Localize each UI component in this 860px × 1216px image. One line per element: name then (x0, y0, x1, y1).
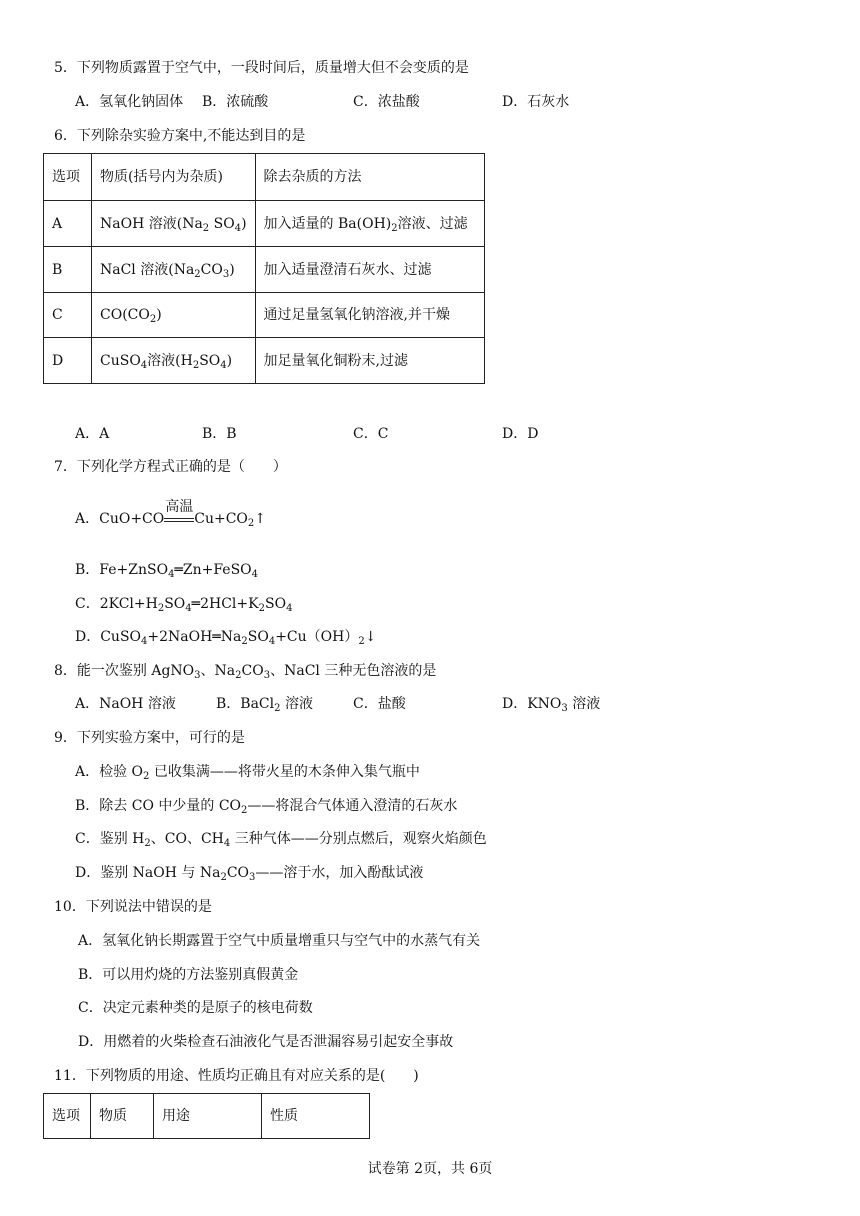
q6-row-b-method: 加入适量澄清石灰水、过滤 (255, 247, 484, 293)
q6-row-c-method: 通过足量氢氧化钠溶液,并干燥 (255, 293, 484, 338)
q7-option-d: D．$CuSO_4+2NaOH═Na_2SO_4+Cu(OH)_2↓$ (75, 629, 377, 647)
q11-header-substance: 物质 (91, 1094, 154, 1139)
table-row (44, 247, 485, 293)
q6-row-c-substance: $CO(CO_2)$ (92, 293, 256, 338)
q5-option-d: D．石灰水 (502, 94, 570, 110)
q9-option-c: C．鉴别 $H_2$、CO、$CH_4$ 三种气体——分别点燃后，观察火焰颜色 (75, 831, 487, 849)
q7-option-b: B．Fe+ZnSO$_4$═Zn+FeSO$_4$ (75, 562, 259, 580)
q9-option-a: A．检验 $O_2$ 已收集满——将带火星的木条伸入集气瓶中 (75, 764, 420, 782)
q10-stem: 10．下列说法中错误的是 (54, 899, 212, 915)
q6-row-a-option: A (44, 201, 92, 247)
q8-option-a: A．NaOH 溶液 (75, 696, 176, 712)
q10-option-d: D．用燃着的火柴检查石油液化气是否泄漏容易引起安全事故 (78, 1034, 454, 1050)
q11-table (43, 1093, 370, 1139)
q10-option-c: C．决定元素种类的是原子的核电荷数 (78, 1000, 313, 1016)
q11-header-option: 选项 (44, 1094, 91, 1139)
q8-option-b: B．BaCl$_2$ 溶液 (216, 696, 313, 714)
q6-header-method: 除去杂质的方法 (255, 154, 484, 201)
q11-header-property: 性质 (262, 1094, 370, 1139)
table-row (44, 201, 485, 247)
q5-option-a: A．氢氧化钠固体 (75, 94, 184, 110)
q8-option-d: D．$KNO_3$ 溶液 (502, 696, 601, 714)
q7-option-c: C．$2KCl+H_2SO_4═2HCl+K_2SO_4$ (75, 596, 293, 614)
q11-stem: 11．下列物质的用途、性质均正确且有对应关系的是( ) (54, 1068, 419, 1084)
q7-option-a: A．CuO+CO 高温 $Cu+CO_2↑$ (75, 499, 267, 529)
q6-row-a-method: 加入适量的 $Ba(OH)_2$溶液、过滤 (255, 201, 484, 247)
q6-option-d: D．D (502, 426, 539, 442)
q6-row-b-substance: NaCl 溶液$(Na_2CO_3)$ (92, 247, 256, 293)
q9-stem: 9．下列实验方案中，可行的是 (54, 730, 245, 746)
q6-row-a-substance: NaOH 溶液($Na_2$ $SO_4$) (92, 201, 256, 247)
q11-header-use: 用途 (154, 1094, 262, 1139)
q8-stem: 8．能一次鉴别 AgNO$_3$、$Na_2CO_3$、NaCl 三种无色溶液的是 (54, 663, 437, 681)
q7-stem: 7．下列化学方程式正确的是（ ） (54, 459, 287, 475)
q6-stem: 6．下列除杂实验方案中,不能达到目的是 (54, 128, 306, 144)
q6-option-a: A．A (75, 426, 110, 442)
q9-option-b: B．除去 CO 中少量的 $CO_2——$将混合气体通入澄清的石灰水 (75, 798, 458, 816)
table-row (44, 293, 485, 338)
q6-row-c-option: C (44, 293, 92, 338)
q5-option-b: B．浓硫酸 (202, 94, 269, 110)
q6-table-header (44, 154, 485, 201)
q6-row-d-substance: CuSO$_4$溶液$(H_2SO_4)$ (92, 338, 256, 384)
q6-header-substance: 物质(括号内为杂质) (92, 154, 256, 201)
q10-option-a: A．氢氧化钠长期露置于空气中质量增重只与空气中的水蒸气有关 (78, 933, 481, 949)
q9-option-d: D．鉴别 NaOH 与 $Na_2CO_3——$溶于水，加入酚酞试液 (75, 865, 424, 883)
q11-table-header (44, 1094, 370, 1139)
q5-option-c: C．浓盐酸 (353, 94, 420, 110)
page-footer: 试卷第 2页，共 6页 (367, 1161, 493, 1177)
q10-option-b: B．可以用灼烧的方法鉴别真假黄金 (78, 967, 299, 983)
reaction-condition: 高温 (164, 509, 194, 529)
q6-row-d-option: D (44, 338, 92, 384)
q6-header-option: 选项 (44, 154, 92, 201)
q5-stem: 5．下列物质露置于空气中，一段时间后，质量增大但不会变质的是 (54, 60, 469, 76)
q6-option-c: C．C (353, 426, 389, 442)
q6-row-b-option: B (44, 247, 92, 293)
q6-row-d-method: 加足量氧化铜粉末,过滤 (255, 338, 484, 384)
q8-option-c: C．盐酸 (353, 696, 406, 712)
q6-option-b: B．B (202, 426, 237, 442)
q6-table (43, 153, 485, 384)
table-row (44, 338, 485, 384)
